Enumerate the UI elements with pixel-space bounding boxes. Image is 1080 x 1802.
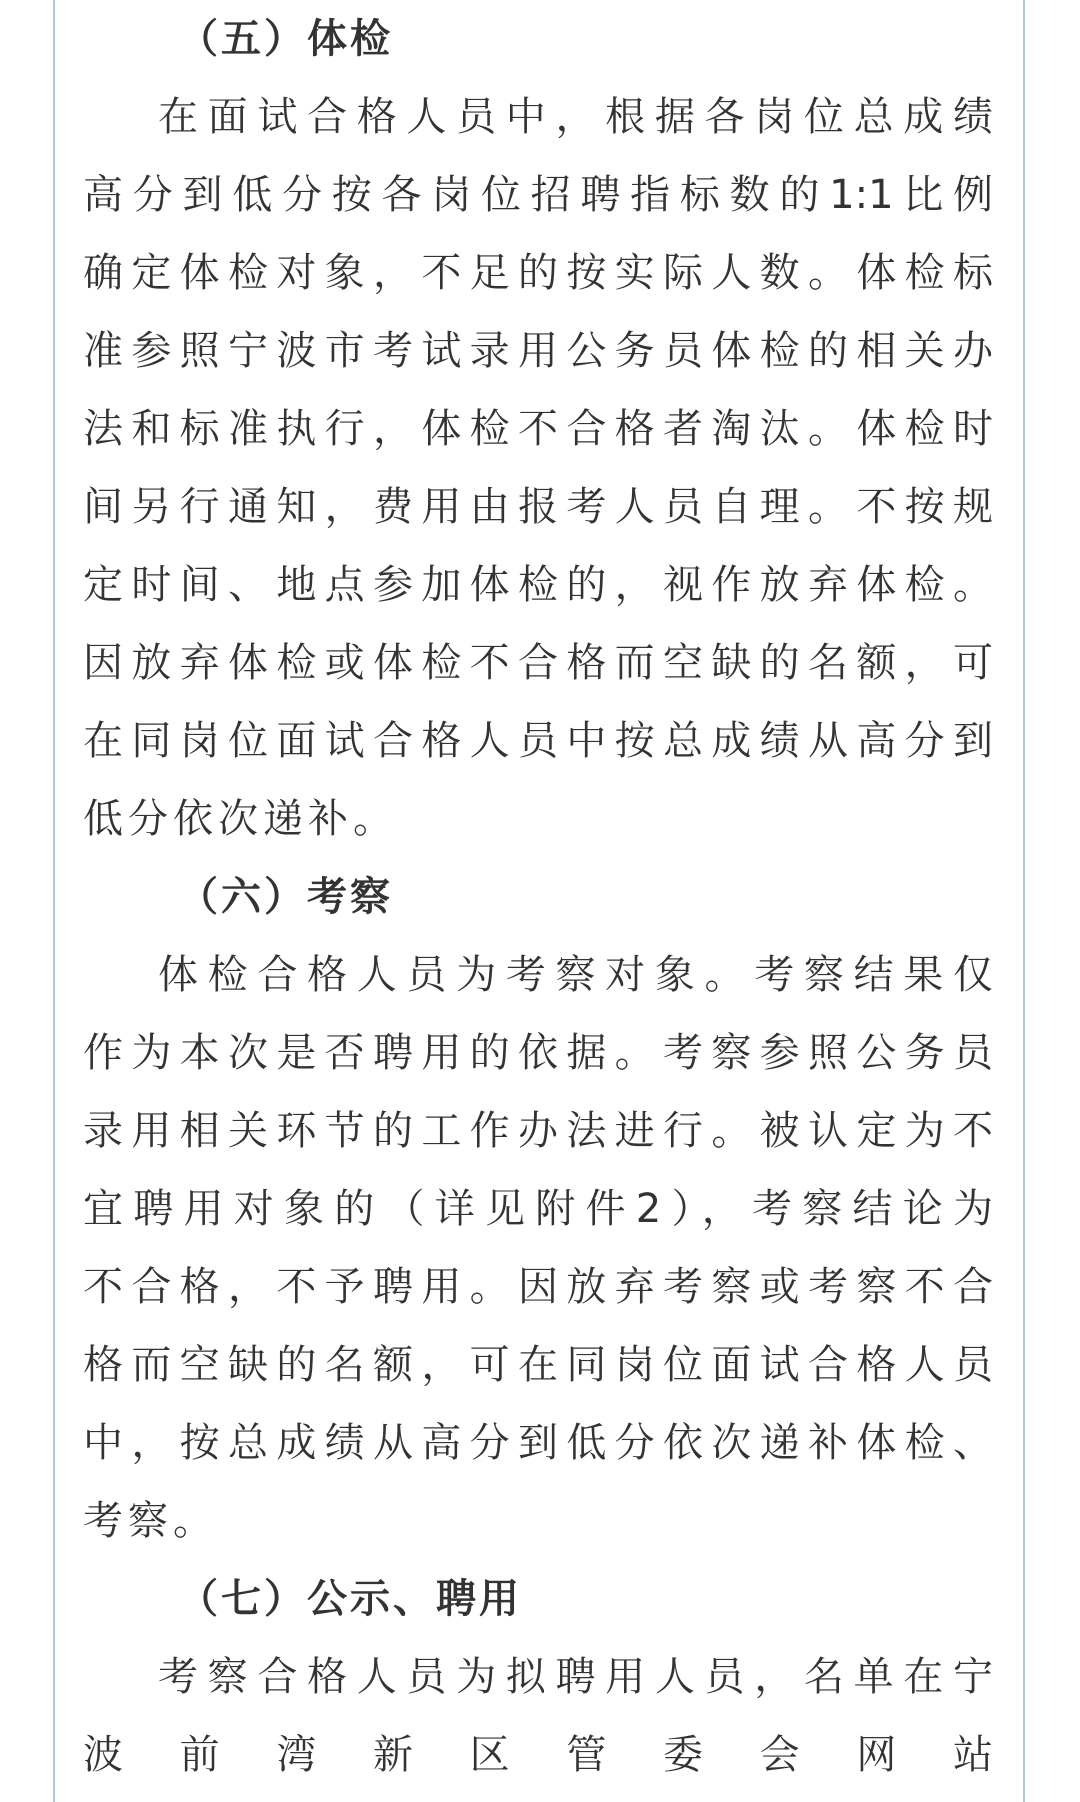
text-line: 考察合格人员为拟聘用人员，名单在宁 [158, 1654, 993, 1700]
section-heading-inspection: （六）考察 [178, 874, 393, 920]
text-line: 中，按总成绩从高分到低分依次递补体检、 [83, 1420, 993, 1466]
text-line: 宜聘用对象的（详见附件2），考察结论为 [83, 1186, 993, 1232]
text-line: 低分依次递补。 [83, 796, 398, 842]
text-line: 法和标准执行，体检不合格者淘汰。体检时 [83, 406, 993, 452]
frame-left-border [53, 0, 55, 1802]
text-line: 高分到低分按各岗位招聘指标数的1:1比例 [83, 172, 993, 218]
text-line: 作为本次是否聘用的依据。考察参照公务员 [83, 1030, 993, 1076]
text-line: 间另行通知，费用由报考人员自理。不按规 [83, 484, 993, 530]
text-line: 在面试合格人员中，根据各岗位总成绩 [158, 94, 993, 140]
text-line: 不合格，不予聘用。因放弃考察或考察不合 [83, 1264, 993, 1310]
text-line: 确定体检对象，不足的按实际人数。体检标 [83, 250, 993, 296]
text-line: 因放弃体检或体检不合格而空缺的名额，可 [83, 640, 993, 686]
text-line: 考察。 [83, 1498, 218, 1544]
text-line: 在同岗位面试合格人员中按总成绩从高分到 [83, 718, 993, 764]
text-line: 体检合格人员为考察对象。考察结果仅 [158, 952, 993, 998]
section-heading-publicity-hiring: （七）公示、聘用 [178, 1576, 522, 1622]
text-line: 波前湾新区管委会网站 [83, 1732, 993, 1778]
section-heading-physical-exam: （五）体检 [178, 16, 393, 62]
paragraph-publicity-hiring [83, 1638, 993, 1794]
frame-right-border [1023, 0, 1025, 1802]
text-line: 录用相关环节的工作办法进行。被认定为不 [83, 1108, 993, 1154]
text-line: 格而空缺的名额，可在同岗位面试合格人员 [83, 1342, 993, 1388]
paragraph-physical-exam [83, 78, 993, 858]
text-line: 定时间、地点参加体检的，视作放弃体检。 [83, 562, 993, 608]
text-line: 准参照宁波市考试录用公务员体检的相关办 [83, 328, 993, 374]
article-body [83, 0, 993, 1794]
paragraph-inspection [83, 936, 993, 1560]
